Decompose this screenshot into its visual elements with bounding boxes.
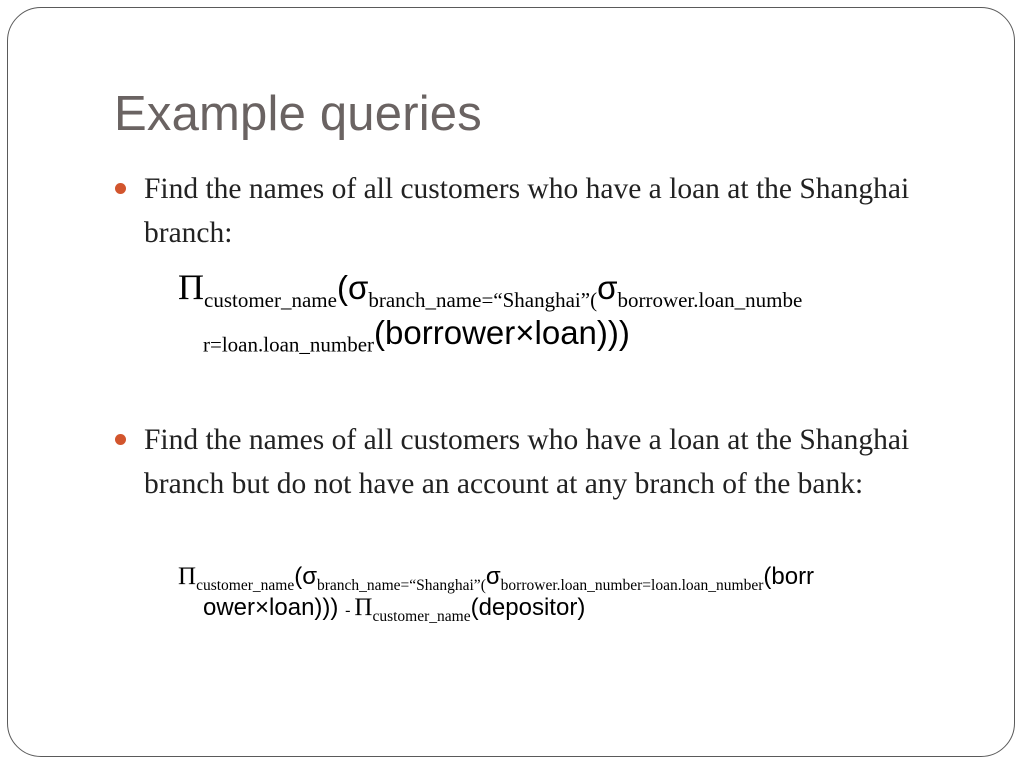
selection-condition: branch_name=“Shanghai”(	[317, 577, 486, 594]
selection-condition: branch_name=“Shanghai”(	[368, 288, 598, 313]
bullet-text: Find the names of all customers who have a loan at the Shanghai branch:	[144, 173, 910, 249]
bullet-dot-icon	[115, 434, 126, 445]
formula-1-line-2	[203, 314, 630, 358]
set-difference-operator: -	[345, 602, 355, 619]
projection-attribute: customer_name	[196, 577, 295, 594]
projection-symbol: Π	[178, 563, 197, 590]
selection-condition: borrower.loan_number=loan.loan_number	[500, 577, 764, 594]
slide-title: Example queries	[114, 87, 482, 141]
selection-symbol: σ	[302, 563, 318, 590]
bullet-item-1	[144, 167, 964, 255]
selection-symbol: σ	[597, 269, 618, 306]
relation-expression: (depositor)	[470, 594, 586, 621]
projection-attribute: customer_name	[372, 607, 471, 625]
projection-symbol: Π	[178, 267, 204, 307]
relation-expression: (borrower×loan)))	[374, 314, 630, 351]
formula-2-line-2	[203, 594, 585, 626]
bullet-text: Find the names of all customers who have a loan at the Shanghai branch but do not have an account at any branch of the bank:	[144, 424, 910, 500]
projection-attribute: customer_name	[204, 288, 337, 313]
paren-open: (	[294, 563, 303, 590]
projection-symbol: Π	[354, 594, 373, 621]
selection-symbol: σ	[347, 269, 369, 306]
selection-condition: borrower.loan_numbe	[617, 288, 803, 313]
relation-expression: (borr	[763, 563, 815, 590]
selection-condition: r=loan.loan_number	[203, 332, 375, 357]
bullet-item-2	[144, 418, 964, 506]
formula-2-line-1	[178, 563, 814, 595]
relation-expression: ower×loan)))	[203, 594, 346, 621]
paren-open: (	[336, 269, 348, 306]
formula-1-line-1	[178, 266, 802, 313]
bullet-dot-icon	[115, 183, 126, 194]
selection-symbol: σ	[485, 563, 501, 590]
